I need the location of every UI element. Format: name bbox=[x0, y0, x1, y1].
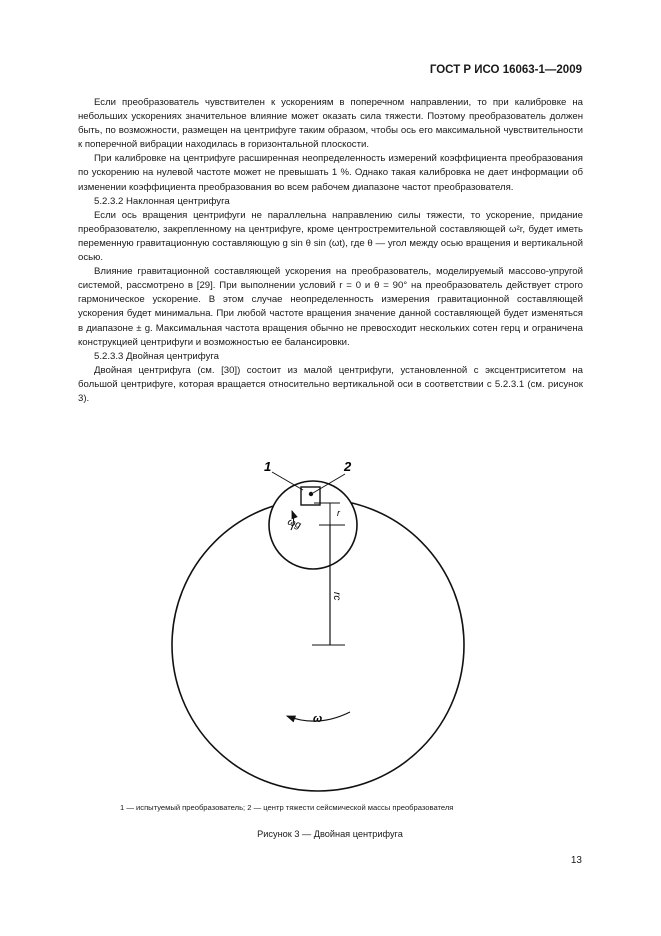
paragraph: При калибровке на центрифуге расширенная неопределенность измерений коэффициента преобразования по ускорению на нулевой частоте может не превышать 1 %. Однако такая калибровка не дает информации об изменении коэффициента преобразования во всем рабочем диапазоне частот преобразователя. bbox=[78, 153, 583, 193]
paragraph: Двойная центрифуга (см. [30]) состоит из малой центрифуги, установленной с эксцентриситетом на большой центрифуге, которая вращается относительно вертикальной оси в соответствии с 5.2.3.1 (см. рисунок 3). bbox=[78, 364, 583, 404]
document-code: ГОСТ Р ИСО 16063-1—2009 bbox=[429, 64, 582, 76]
omega-g-label: ωg bbox=[285, 516, 303, 532]
center-of-mass-dot bbox=[309, 492, 313, 496]
paragraph: Если ось вращения центрифуги не параллельна направлению силы тяжести, то ускорение, придание преобразователю, закрепленному на центрифуге, кроме центростремительной составляющей ω²r, будет иметь переменную гравитационную составляющую g sin θ sin (ωt), где θ — угол между осью вращения и вертикальной осью. bbox=[78, 209, 583, 264]
figure-legend: 1 — испытуемый преобразователь; 2 — центр тяжести сейсмической массы преобразователя bbox=[120, 803, 454, 812]
subsection-heading: 5.2.3.2 Наклонная центрифуга bbox=[94, 195, 230, 207]
page-number: 13 bbox=[570, 855, 582, 866]
leader-line-1 bbox=[272, 472, 303, 490]
subsection-heading: 5.2.3.3 Двойная центрифуга bbox=[94, 350, 219, 362]
figure-caption: Рисунок 3 — Двойная центрифуга bbox=[257, 829, 403, 839]
omega-label: ω bbox=[313, 713, 323, 725]
rc-label: rc bbox=[331, 592, 342, 601]
figure-label-2: 2 bbox=[344, 459, 352, 474]
figure-label-1: 1 bbox=[264, 459, 272, 474]
paragraph: Влияние гравитационной составляющей ускорения на преобразователь, моделируемый массово-упругой системой, рассмотрено в [29]. При выполнении условий r = 0 и θ = 90° на преобразователь действует строго гармоническое ускорение. В этом случае неопределенность измерения гравитационной составляющей ускорения будет минимальна. При любой частоте вращения значение данной составляющей будет изменяться в диапазоне ± g. Максимальная частота вращения обычно не превосходит нескольких сотен герц и ограничена конструкцией центрифуги и возможностью ее балансировки. bbox=[78, 266, 583, 348]
paragraph: Если преобразователь чувствителен к ускорениям в поперечном направлении, то при калибровке на небольших ускорениях значительное влияние может оказать сила тяжести. Поэтому преобразователь должен быть, по возможности, размещен на центрифуге таким образом, чтобы ось его максимальной чувствительности к поперечной вибрации находилась в горизонтальной плоскости. bbox=[78, 97, 583, 151]
r-label: r bbox=[337, 508, 340, 518]
